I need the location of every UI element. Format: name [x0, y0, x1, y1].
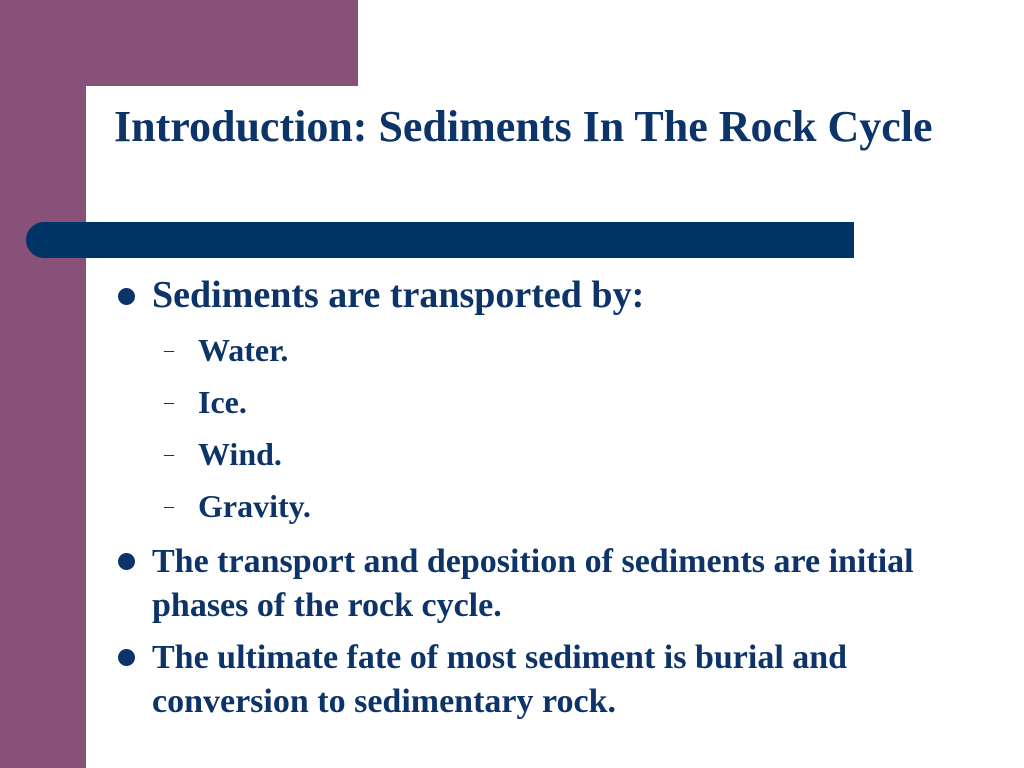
sub-bullet-text: Wind.	[198, 436, 282, 472]
top-accent-band	[0, 0, 358, 86]
dash-icon: –	[164, 339, 174, 361]
bullet-item	[114, 272, 994, 318]
bullet-icon	[118, 553, 135, 570]
sub-bullet-list	[114, 324, 994, 532]
dash-icon: –	[164, 443, 174, 465]
left-accent-band	[0, 0, 86, 768]
slide-title: Introduction: Sediments In The Rock Cycle	[114, 102, 933, 151]
sub-bullet-item	[114, 480, 994, 532]
dash-icon: –	[164, 495, 174, 517]
bullet-icon	[118, 288, 135, 305]
bullet-item	[114, 540, 994, 628]
bullet-item	[114, 636, 994, 724]
sub-bullet-text: Water.	[198, 332, 289, 368]
bullet-list	[114, 272, 994, 724]
sub-bullet-item	[114, 324, 994, 376]
title-divider-bar	[26, 222, 854, 258]
sub-bullet-text: Ice.	[198, 384, 247, 420]
sub-bullet-item	[114, 428, 994, 480]
dash-icon: –	[164, 391, 174, 413]
sub-bullet-item	[114, 376, 994, 428]
bullet-icon	[118, 649, 135, 666]
bullet-text: The ultimate fate of most sediment is burial and conversion to sedimentary rock.	[152, 639, 848, 720]
bullet-text: Sediments are transported by:	[152, 274, 645, 316]
sub-bullet-text: Gravity.	[198, 488, 311, 524]
bullet-text: The transport and deposition of sediments are initial phases of the rock cycle.	[152, 543, 914, 624]
